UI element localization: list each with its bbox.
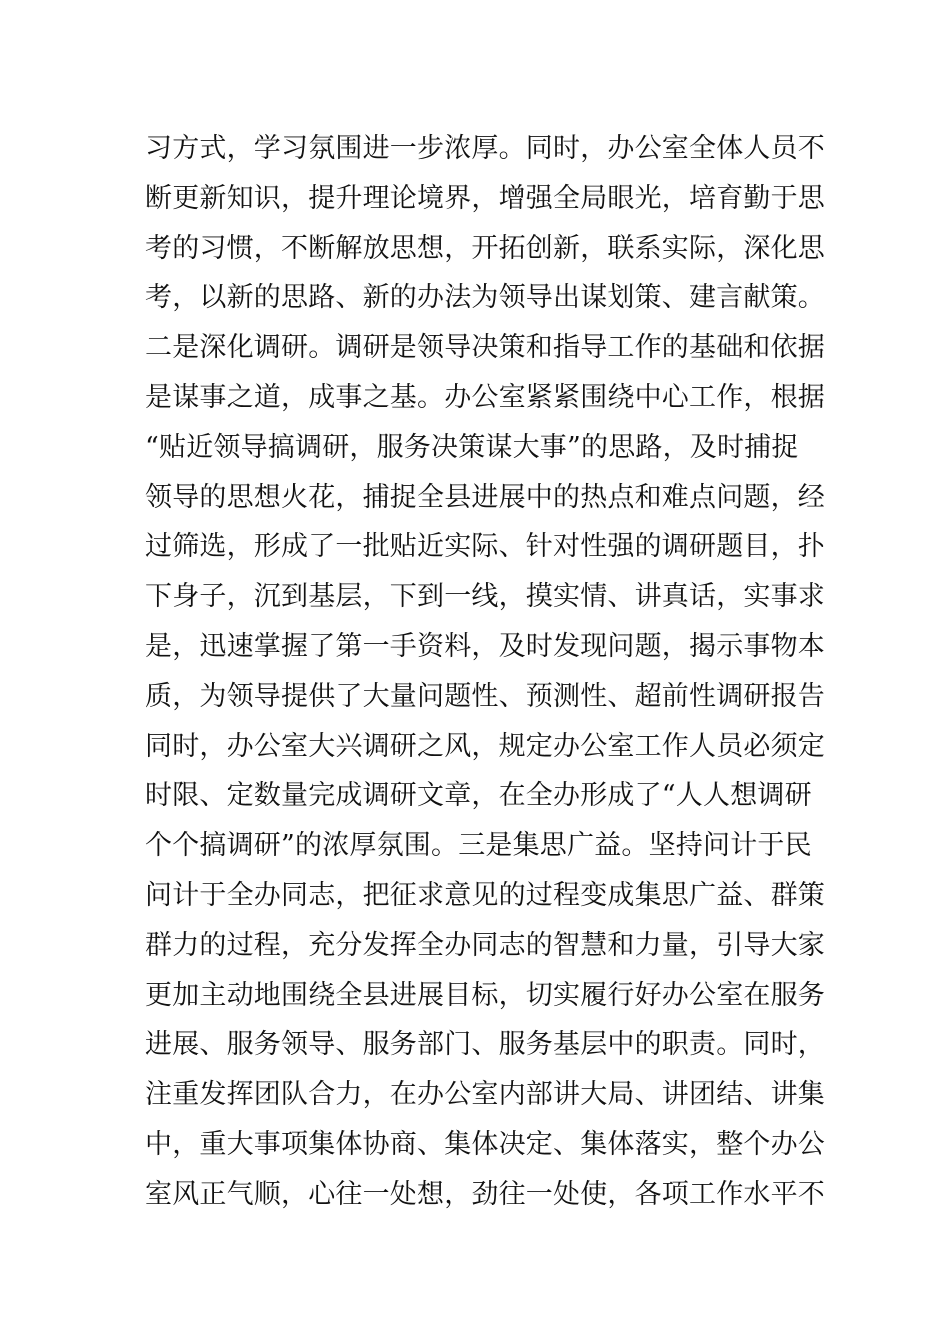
text-line: 时限、定数量完成调研文章，在全办形成了“人人想调研: [145, 780, 812, 812]
text-line: 是，迅速掌握了第一手资料，及时发现问题，揭示事物本: [145, 630, 825, 662]
text-line: 过筛选，形成了一批贴近实际、针对性强的调研题目，扑: [145, 531, 825, 563]
text-line: 注重发挥团队合力，在办公室内部讲大局、讲团结、讲集: [145, 1079, 825, 1111]
text-line: 断更新知识，提升理论境界，增强全局眼光，培育勤于思: [145, 182, 825, 214]
text-line: 二是深化调研。调研是领导决策和指导工作的基础和依据: [145, 332, 825, 364]
text-line: 同时，办公室大兴调研之风，规定办公室工作人员必须定: [145, 730, 825, 762]
text-line: 考，以新的思路、新的办法为领导出谋划策、建言献策。: [145, 282, 825, 314]
text-line: 问计于全办同志，把征求意见的过程变成集思广益、群策: [145, 879, 825, 911]
text-line: 领导的思想火花，捕捉全县进展中的热点和难点问题，经: [145, 481, 825, 513]
text-line: 中，重大事项集体协商、集体决定、集体落实，整个办公: [145, 1128, 825, 1160]
text-line: 室风正气顺，心往一处想，劲往一处使，各项工作水平不: [145, 1178, 825, 1210]
text-line: 群力的过程，充分发挥全办同志的智慧和力量，引导大家: [145, 929, 825, 961]
text-line: 个个搞调研”的浓厚氛围。三是集思广益。坚持问计于民: [145, 830, 812, 862]
text-line: 是谋事之道，成事之基。办公室紧紧围绕中心工作，根据: [145, 381, 825, 413]
text-line: 质，为领导提供了大量问题性、预测性、超前性调研报告: [145, 680, 825, 712]
text-line: 更加主动地围绕全县进展目标，切实履行好办公室在服务: [145, 979, 825, 1011]
body-text: [145, 124, 825, 1220]
text-line: 习方式，学习氛围进一步浓厚。同时，办公室全体人员不: [145, 133, 825, 164]
text-line: 下身子，沉到基层，下到一线，摸实情、讲真话，实事求: [145, 581, 825, 613]
text-line: “贴近领导搞调研，服务决策谋大事”的思路，及时捕捉: [145, 431, 799, 463]
text-line: 考的习惯，不断解放思想，开拓创新，联系实际，深化思: [145, 232, 825, 264]
text-line: 进展、服务领导、服务部门、服务基层中的职责。同时，: [145, 1029, 825, 1061]
